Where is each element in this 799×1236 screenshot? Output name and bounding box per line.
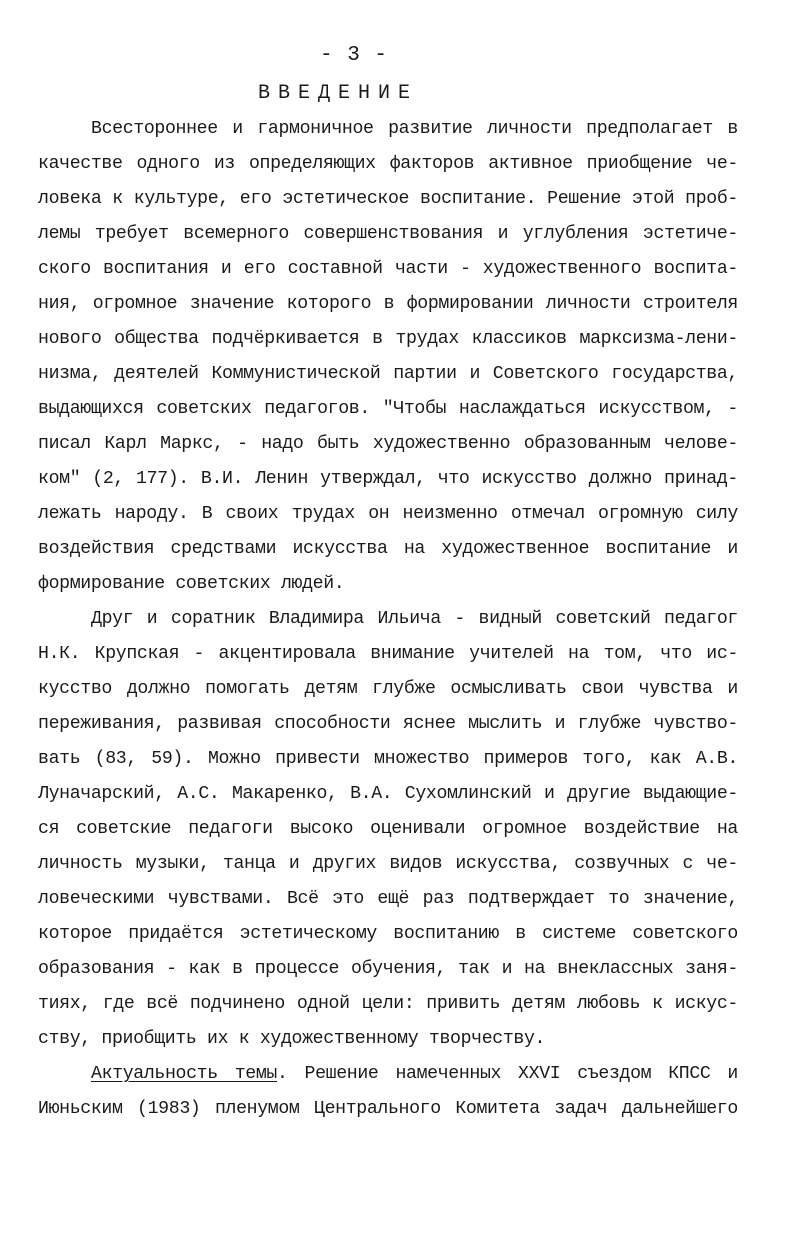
text-line: личность музыки, танца и других видов искусства, созвучных с че- [38, 854, 738, 874]
text-line: ловека к культуре, его эстетическое воспитание. Решение этой проб- [38, 189, 738, 209]
text-line: нового общества подчёркивается в трудах классиков марксизма-лени- [38, 329, 738, 349]
text-line: тиях, где всё подчинено одной цели: привить детям любовь к искус- [38, 994, 738, 1014]
text-line: выдающихся советских педагогов. "Чтобы наслаждаться искусством, - [38, 399, 738, 419]
text-line: ся советские педагоги высоко оценивали огромное воздействие на [38, 819, 738, 839]
text-line: Н.К. Крупская - акцентировала внимание учителей на том, что ис- [38, 644, 738, 664]
text-line: ству, приобщить их к художественному творчеству. [38, 1029, 546, 1049]
text-line: которое придаётся эстетическому воспитанию в системе советского [38, 924, 738, 944]
text-line: низма, деятелей Коммунистической партии и Советского государства, [38, 364, 738, 384]
text-line: Луначарский, А.С. Макаренко, В.А. Сухомлинский и другие выдающие- [38, 784, 738, 804]
text-line: лемы требует всемерного совершенствования и углубления эстетиче- [38, 224, 738, 244]
text-line: образования - как в процессе обучения, так и на внеклассных заня- [38, 959, 738, 979]
text-line: ком" (2, 177). В.И. Ленин утверждал, что искусство должно принад- [38, 469, 738, 489]
text-line: качестве одного из определяющих факторов активное приобщение че- [38, 154, 738, 174]
section-heading: ВВЕДЕНИЕ [257, 82, 418, 105]
text-line: Друг и соратник Владимира Ильича - видный советский педагог [91, 609, 738, 629]
text-line: формирование советских людей. [38, 574, 345, 594]
body-text [38, 112, 738, 1127]
paragraph-1 [38, 112, 738, 602]
text-line: воздействия средствами искусства на художественное воспитание и [38, 539, 738, 559]
text-line: Июньским (1983) пленумом Центрального Комитета задач дальнейшего [38, 1099, 738, 1119]
text-segment: . Решение намеченных XXVI съездом КПСС и [277, 1064, 738, 1084]
text-line: ловеческими чувствами. Всё это ещё раз подтверждает то значение, [38, 889, 738, 909]
text-line: переживания, развивая способности яснее мыслить и глубже чувство- [38, 714, 738, 734]
text-line: кусство должно помогать детям глубже осмысливать свои чувства и [38, 679, 738, 699]
page-number: - 3 - [319, 44, 388, 67]
text-line: Всестороннее и гармоничное развитие личности предполагает в [91, 119, 738, 139]
text-line [38, 1057, 738, 1092]
paragraph-2 [38, 602, 738, 1057]
paragraph-3 [38, 1057, 738, 1127]
text-line: ского воспитания и его составной части - художественного воспита- [38, 259, 738, 279]
text-line: писал Карл Маркс, - надо быть художественно образованным челове- [38, 434, 738, 454]
text-line: ния, огромное значение которого в формировании личности строителя [38, 294, 738, 314]
section-subheading: Актуальность темы [91, 1064, 277, 1084]
text-line: вать (83, 59). Можно привести множество примеров того, как А.В. [38, 749, 738, 769]
text-line: лежать народу. В своих трудах он неизменно отмечал огромную силу [38, 504, 738, 524]
